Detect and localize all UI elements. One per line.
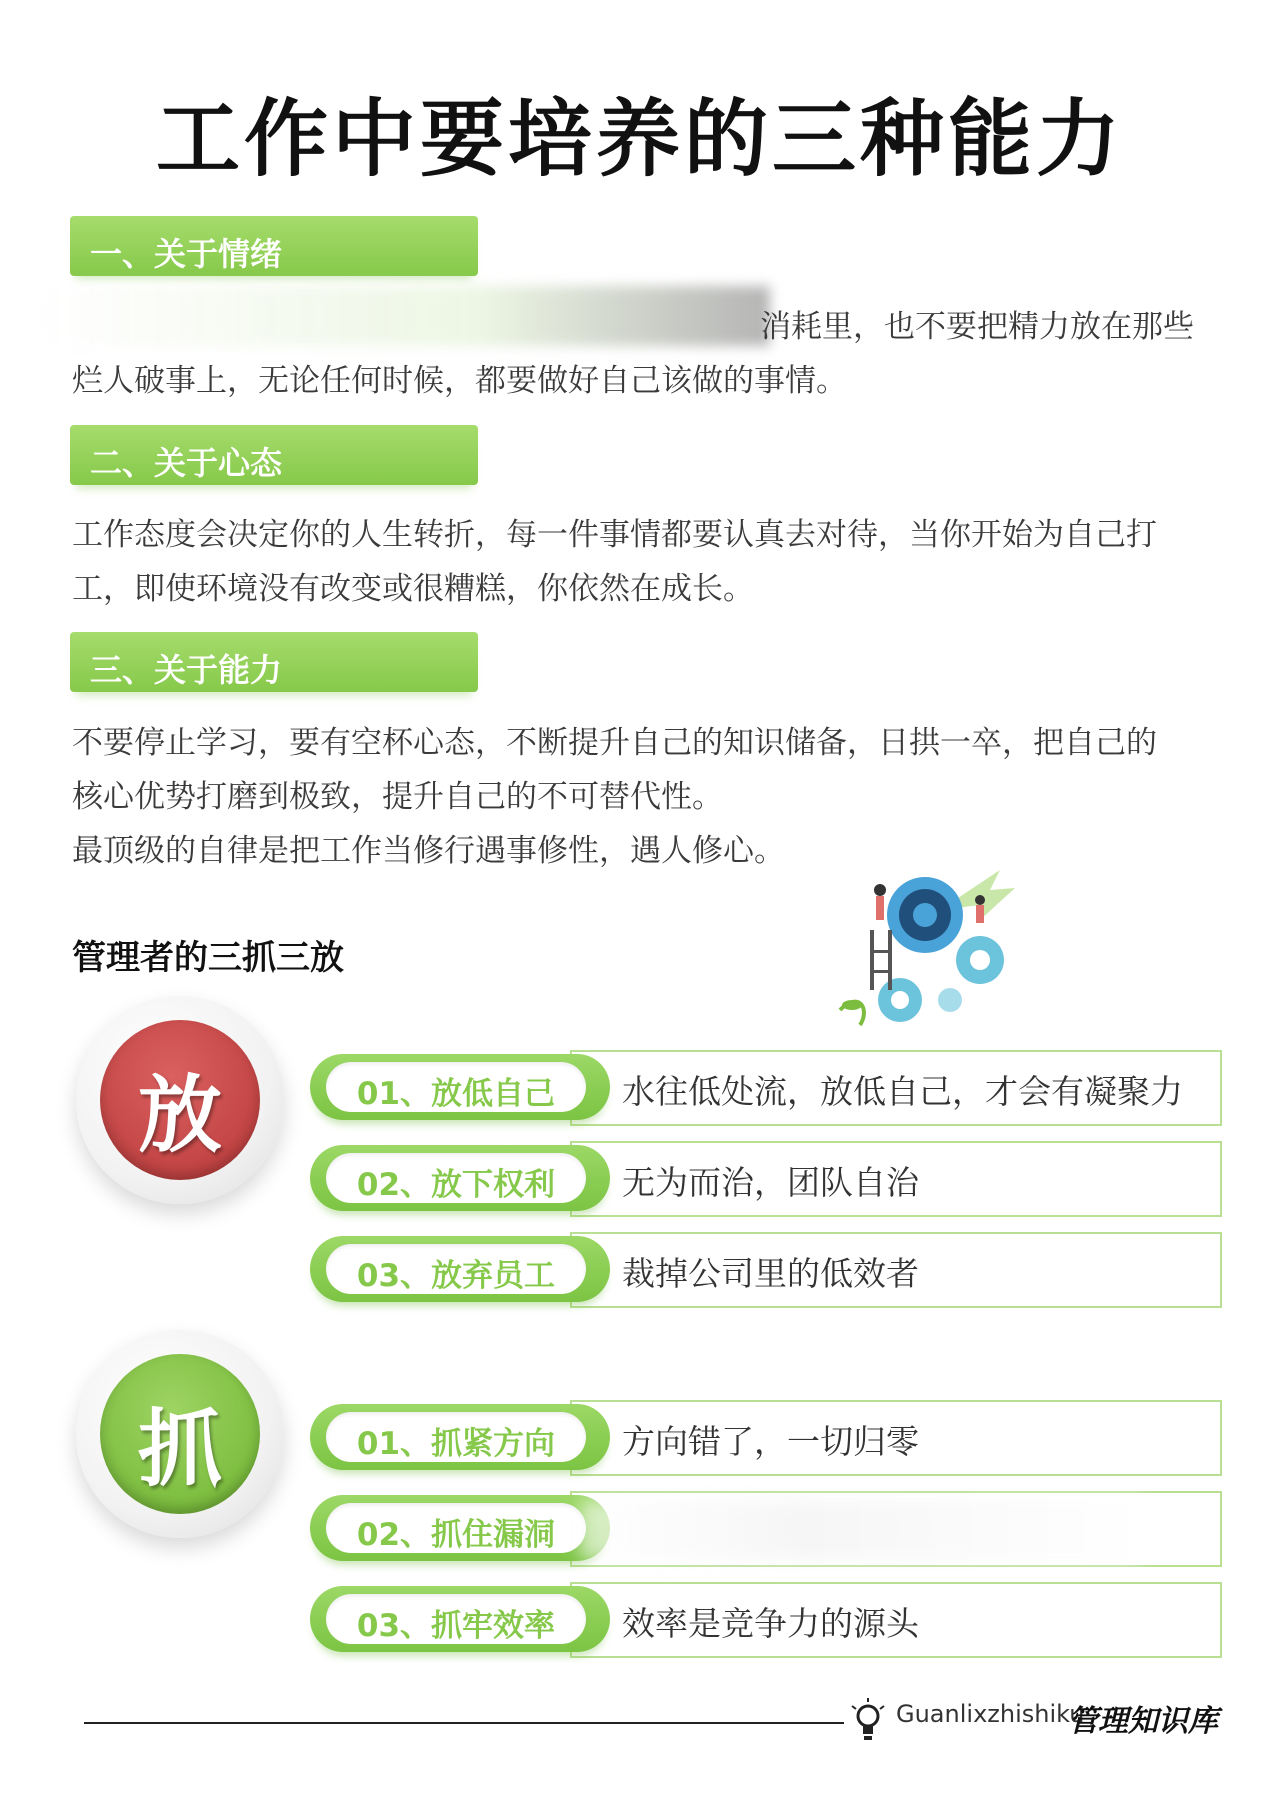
obscured-text-band <box>40 286 770 346</box>
section-text-line: 核心优势打磨到极致，提升自己的不可替代性。 <box>72 779 723 815</box>
section-header-emotion <box>70 216 478 276</box>
sub-heading: 管理者的三抓三放 <box>72 938 344 978</box>
item-label: 02、抓住漏洞 <box>356 1517 556 1553</box>
list-item <box>310 1400 1220 1476</box>
lightbulb-icon <box>848 1696 888 1746</box>
footer-brand-cn: 管理知识库 <box>1068 1704 1218 1739</box>
list-item <box>310 1050 1220 1126</box>
section-text-line: 不要停止学习，要有空杯心态，不断提升自己的知识储备，日拱一卒，把自己的 <box>72 725 1157 761</box>
list-item <box>310 1232 1220 1308</box>
item-label: 03、抓牢效率 <box>356 1608 556 1644</box>
section-text-line: 工作态度会决定你的人生转折，每一件事情都要认真去对待，当你开始为自己打 <box>72 517 1157 553</box>
section-header-label: 一、关于情绪 <box>90 235 283 273</box>
section-text-line: 消耗里，也不要把精力放在那些 <box>760 309 1194 345</box>
section-header-mindset <box>70 425 478 485</box>
section-text-line: 最顶级的自律是把工作当修行遇事修性，遇人修心。 <box>72 833 785 869</box>
item-label: 02、放下权利 <box>356 1167 556 1203</box>
badge-release <box>76 996 284 1204</box>
footer-divider <box>84 1722 844 1724</box>
section-header-label: 三、关于能力 <box>90 651 283 689</box>
item-desc: 水往低处流，放低自己，才会有凝聚力 <box>622 1072 1183 1111</box>
footer-brand-en: Guanlixzhishiku <box>896 1700 1085 1728</box>
item-desc: 方向错了，一切归零 <box>622 1422 919 1461</box>
badge-grasp <box>76 1330 284 1538</box>
section-text-line: 工，即使环境没有改变或很糟糕，你依然在成长。 <box>72 571 754 607</box>
gears-teamwork-icon <box>830 860 1030 1040</box>
section-header-label: 二、关于心态 <box>90 444 283 482</box>
obscured-text-band <box>580 1500 1140 1560</box>
item-desc: 无为而治，团队自治 <box>622 1163 919 1202</box>
badge-char: 抓 <box>137 1400 222 1498</box>
item-label: 03、放弃员工 <box>356 1258 556 1294</box>
item-label: 01、放低自己 <box>356 1076 556 1112</box>
item-desc: 裁掉公司里的低效者 <box>622 1254 919 1293</box>
list-item <box>310 1582 1220 1658</box>
item-desc: 效率是竞争力的源头 <box>622 1604 919 1643</box>
list-item <box>310 1141 1220 1217</box>
page-title: 工作中要培养的三种能力 <box>155 90 1124 188</box>
badge-char: 放 <box>137 1066 222 1164</box>
item-label: 01、抓紧方向 <box>356 1426 556 1462</box>
section-text-line: 烂人破事上，无论任何时候，都要做好自己该做的事情。 <box>72 363 847 399</box>
section-header-ability <box>70 632 478 692</box>
